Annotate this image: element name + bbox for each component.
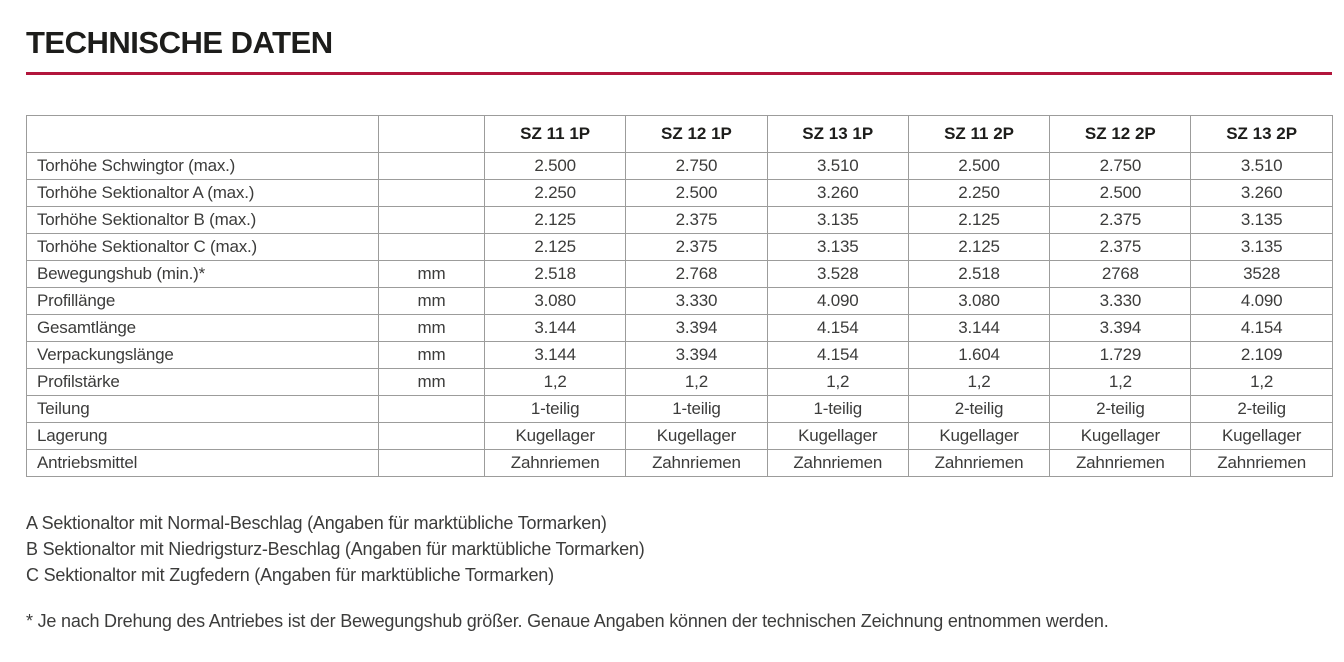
footnote-legend — [26, 510, 1332, 588]
cell-value: Kugellager — [767, 423, 908, 450]
table-row — [27, 207, 1333, 234]
row-label: Bewegungshub (min.)* — [27, 261, 379, 288]
cell-value: 2.375 — [626, 207, 767, 234]
cell-value: 2.375 — [1050, 207, 1191, 234]
cell-value: Zahnriemen — [485, 450, 626, 477]
row-unit — [379, 234, 485, 261]
column-header: SZ 13 2P — [1191, 116, 1332, 153]
table-row — [27, 450, 1333, 477]
cell-value: 2.518 — [485, 261, 626, 288]
cell-value: 2.750 — [1050, 153, 1191, 180]
cell-value: 3.080 — [485, 288, 626, 315]
cell-value: 1-teilig — [485, 396, 626, 423]
cell-value: 2.500 — [485, 153, 626, 180]
table-row — [27, 369, 1333, 396]
cell-value: 3.394 — [1050, 315, 1191, 342]
cell-value: Zahnriemen — [1191, 450, 1332, 477]
row-label: Verpackungslänge — [27, 342, 379, 369]
cell-value: 4.154 — [767, 315, 908, 342]
cell-value: 1,2 — [1050, 369, 1191, 396]
row-unit — [379, 423, 485, 450]
cell-value: Kugellager — [908, 423, 1049, 450]
cell-value: 3.330 — [626, 288, 767, 315]
cell-value: 1,2 — [485, 369, 626, 396]
cell-value: 3.330 — [1050, 288, 1191, 315]
header-empty-unit — [379, 116, 485, 153]
cell-value: 3.394 — [626, 342, 767, 369]
cell-value: 2.109 — [1191, 342, 1332, 369]
column-header: SZ 12 1P — [626, 116, 767, 153]
header-empty-label — [27, 116, 379, 153]
cell-value: 2.500 — [908, 153, 1049, 180]
cell-value: 1.729 — [1050, 342, 1191, 369]
row-unit: mm — [379, 288, 485, 315]
legend-line-a: A Sektionaltor mit Normal-Beschlag (Angaben für marktübliche Tormarken) — [26, 513, 607, 534]
cell-value: 2.500 — [626, 180, 767, 207]
cell-value: 2.768 — [626, 261, 767, 288]
cell-value: 1,2 — [908, 369, 1049, 396]
table-body — [27, 153, 1333, 477]
cell-value: 1,2 — [767, 369, 908, 396]
table-row — [27, 342, 1333, 369]
cell-value: 2.375 — [1050, 234, 1191, 261]
cell-value: 3.080 — [908, 288, 1049, 315]
column-header: SZ 11 1P — [485, 116, 626, 153]
row-label: Gesamtlänge — [27, 315, 379, 342]
title-divider — [26, 72, 1332, 75]
row-label: Profilstärke — [27, 369, 379, 396]
cell-value: 2.250 — [485, 180, 626, 207]
cell-value: 4.090 — [767, 288, 908, 315]
cell-value: 3528 — [1191, 261, 1332, 288]
cell-value: Kugellager — [626, 423, 767, 450]
cell-value: 2.500 — [1050, 180, 1191, 207]
cell-value: 2.125 — [485, 207, 626, 234]
cell-value: 4.154 — [767, 342, 908, 369]
cell-value: 2-teilig — [1050, 396, 1191, 423]
row-label: Torhöhe Schwingtor (max.) — [27, 153, 379, 180]
asterisk-note: * Je nach Drehung des Antriebes ist der Bewegungshub größer. Genaue Angaben können der technischen Zeichnung entnommen werden. — [26, 611, 1109, 632]
cell-value: Zahnriemen — [1050, 450, 1191, 477]
cell-value: Kugellager — [1191, 423, 1332, 450]
column-header: SZ 11 2P — [908, 116, 1049, 153]
row-unit — [379, 450, 485, 477]
cell-value: 1,2 — [626, 369, 767, 396]
cell-value: 2.518 — [908, 261, 1049, 288]
table-row — [27, 423, 1333, 450]
page-title: TECHNISCHE DATEN — [26, 25, 333, 60]
row-label: Teilung — [27, 396, 379, 423]
table-row — [27, 315, 1333, 342]
cell-value: Kugellager — [1050, 423, 1191, 450]
cell-value: 2.250 — [908, 180, 1049, 207]
cell-value: 3.394 — [626, 315, 767, 342]
cell-value: 3.135 — [1191, 207, 1332, 234]
row-label: Profillänge — [27, 288, 379, 315]
row-unit — [379, 153, 485, 180]
cell-value: 3.260 — [767, 180, 908, 207]
cell-value: 3.135 — [767, 234, 908, 261]
cell-value: 3.144 — [485, 315, 626, 342]
row-label: Antriebsmittel — [27, 450, 379, 477]
cell-value: 2.750 — [626, 153, 767, 180]
cell-value: 2.375 — [626, 234, 767, 261]
table-header-row — [27, 116, 1333, 153]
row-unit — [379, 180, 485, 207]
cell-value: Zahnriemen — [767, 450, 908, 477]
table-row — [27, 153, 1333, 180]
technical-data-table — [26, 115, 1333, 477]
cell-value: 3.135 — [767, 207, 908, 234]
cell-value: 4.090 — [1191, 288, 1332, 315]
table-row — [27, 396, 1333, 423]
cell-value: 3.144 — [908, 315, 1049, 342]
row-label: Torhöhe Sektionaltor A (max.) — [27, 180, 379, 207]
row-label: Lagerung — [27, 423, 379, 450]
column-header: SZ 13 1P — [767, 116, 908, 153]
cell-value: 4.154 — [1191, 315, 1332, 342]
table-row — [27, 180, 1333, 207]
row-unit: mm — [379, 261, 485, 288]
cell-value: Zahnriemen — [908, 450, 1049, 477]
cell-value: 3.528 — [767, 261, 908, 288]
cell-value: 2.125 — [485, 234, 626, 261]
cell-value: 3.510 — [1191, 153, 1332, 180]
cell-value: 2-teilig — [908, 396, 1049, 423]
row-unit: mm — [379, 369, 485, 396]
column-header: SZ 12 2P — [1050, 116, 1191, 153]
cell-value: 3.510 — [767, 153, 908, 180]
cell-value: 1-teilig — [626, 396, 767, 423]
cell-value: 1,2 — [1191, 369, 1332, 396]
row-unit: mm — [379, 342, 485, 369]
cell-value: 2768 — [1050, 261, 1191, 288]
cell-value: 3.135 — [1191, 234, 1332, 261]
legend-line-b: B Sektionaltor mit Niedrigsturz-Beschlag (Angaben für marktübliche Tormarken) — [26, 539, 645, 560]
table-row — [27, 234, 1333, 261]
row-label: Torhöhe Sektionaltor C (max.) — [27, 234, 379, 261]
row-unit — [379, 396, 485, 423]
cell-value: Zahnriemen — [626, 450, 767, 477]
cell-value: 1.604 — [908, 342, 1049, 369]
cell-value: 3.144 — [485, 342, 626, 369]
row-label: Torhöhe Sektionaltor B (max.) — [27, 207, 379, 234]
table-row — [27, 261, 1333, 288]
row-unit: mm — [379, 315, 485, 342]
row-unit — [379, 207, 485, 234]
cell-value: 2.125 — [908, 207, 1049, 234]
cell-value: 2-teilig — [1191, 396, 1332, 423]
cell-value: Kugellager — [485, 423, 626, 450]
cell-value: 3.260 — [1191, 180, 1332, 207]
table-row — [27, 288, 1333, 315]
legend-line-c: C Sektionaltor mit Zugfedern (Angaben für marktübliche Tormarken) — [26, 565, 554, 586]
cell-value: 2.125 — [908, 234, 1049, 261]
cell-value: 1-teilig — [767, 396, 908, 423]
